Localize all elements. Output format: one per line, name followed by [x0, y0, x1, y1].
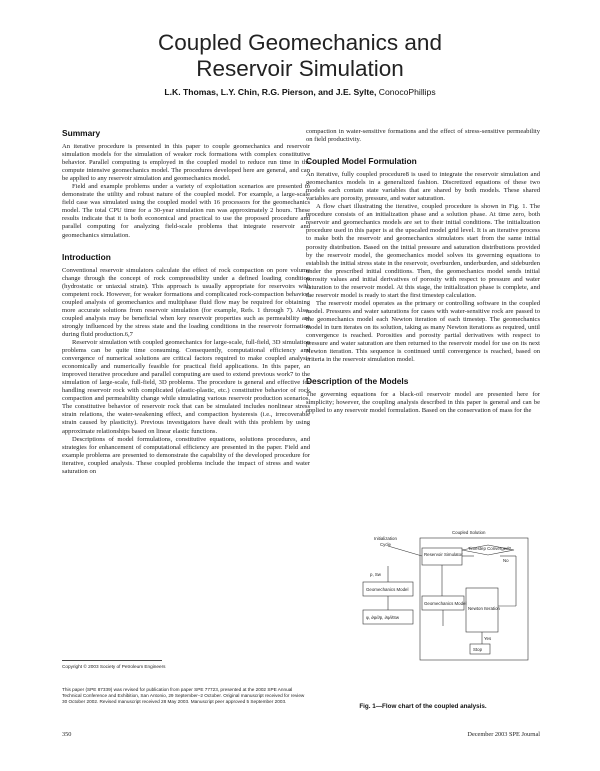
models-heading: Description of the Models [306, 376, 409, 387]
introduction-paragraph-2: Reservoir simulation with coupled geomechanics for large-scale, full-field, 3D simulation problems can be quite time consuming. Consequently, computational efficiency and convergence of numerical solutions are critical factors required to make coupled analysis economically and numerically feasible for practical field applications. In this paper, an improved iterative procedure and parallel computing are used to extend previous work7 to the simulation of large-scale, full-field, 3D problems. The procedure is general and effective for handling reservoir rock with complicated (elastic-plastic, etc.) constitutive behavior of rock compaction and permeability change while simulating various reservoir production scenarios. The constitutive behavior of reservoir rock that can be simulated includes nonlinear stress strain relations, the water-weakening effect, and compaction hysteresis (i.e., irrecoverable strain caused by plasticity). Previous investigators have dealt with this problem by using approximate relationships based on linear elastic functions. [62, 338, 310, 435]
fig-timestep-label: Timestep Converged? [468, 546, 512, 551]
models-paragraph-1: The governing equations for a black-oil reservoir model are presented here for simplicity; however, the coupling analysis described in this paper is general and can be applied to any reservoir model formulation. Based on the conservation of mass for the [306, 391, 540, 415]
fig-no-label: No [503, 558, 509, 563]
footnote-rule [62, 660, 162, 661]
title-line-2: Reservoir Simulation [196, 56, 404, 81]
fig-p-sw-label: p, Sw [370, 572, 381, 577]
page-number: 350 [62, 731, 72, 738]
author-names: L.K. Thomas, L.Y. Chin, R.G. Pierson, and J.E. Sylte, [164, 87, 377, 97]
paper-title [0, 30, 600, 82]
right-column [306, 128, 540, 415]
figure-caption: Fig. 1—Flow chart of the coupled analysis. [359, 703, 487, 710]
summary-paragraph-2: Field and example problems under a variety of exploitation scenarios are presented to demonstrate the utility and robust nature of the coupled model. For example, a large-scale field case was simulated using the coupled model with 16 processors for the geomechanics model. The total CPU time for a 30-year simulation run was approximately 2 hours. These results indicate that it is both economical and practical to use the proposed procedure and parallel computing for analyzing field-scale problems that integrate reservoir and geomechanics simulation. [62, 183, 310, 239]
fig-reservoir-label: Reservoir Simulator [424, 552, 463, 557]
coupled-paragraph-2: A flow chart illustrating the iterative, coupled procedure is shown in Fig. 1. The procedure consists of an initialization phase and a solution phase. At time zero, both reservoir and geomechanics models are set to their initial conditions. The initialization procedure used in this paper is at the upscaled model grid level. It is an iterative process to make both the reservoir and geomechanics simulators start from the same initial porosity distribution. Based on the initial pressure and saturation distributions provided by the reservoir model, the geomechanics model solves its governing equations to establish the initial stress state in the reservoir, overburden, underburden, and sideburden under the prescribed initial conditions. Then, the geomechanics model sends initial porosity values and initial derivatives of porosity with respect to pressure and water saturation to the reservoir model. At this stage, the initialization phase is complete, and the reservoir model is ready to start the first timestep calculation. [306, 203, 540, 299]
history-footnote: This paper (SPE 87339) was revised for publication from paper SPE 77723, presented at the 2002 SPE Annual Technical Conference and Exhibition, San Antonio, 29 September–2 October. Original manuscript received for review 30 October 2002. Revised manuscript received 28 May 2003. Manuscript peer approved 5 September 2003. [62, 687, 305, 704]
fig-cycle-label: Cycle [380, 542, 391, 547]
fig-newton-label: Newton Iteration [468, 606, 500, 611]
left-column [62, 128, 310, 476]
title-line-1: Coupled Geomechanics and [158, 30, 442, 55]
copyright-footnote: Copyright © 2003 Society of Petroleum Engineers [62, 664, 166, 669]
coupled-paragraph-1: An iterative, fully coupled procedure8 is used to integrate the reservoir simulation and geomechanics models in a generalized fashion. Discretized equations of these two models each contain state variables that are shared by both models. These shared variables are porosity, pressure, and water saturation. [306, 171, 540, 203]
author-line [0, 87, 600, 97]
introduction-paragraph-1: Conventional reservoir simulators calculate the effect of rock compaction on pore volume change through the concept of rock compressibility under a defined loading condition (hydrostatic or uniaxial strain). This approach is usually appropriate for reservoirs with competent rock. However, for weaker formations and complicated rock-compaction behavior, coupled analysis of geomechanics and multiphase fluid flow may be required for obtaining more accurate solutions from reservoir simulation (for example, Refs. 1 through 7). Also, coupled analysis may be beneficial when key reservoir properties such as permeability are strongly influenced by the stress state and the loading conditions in the reservoir formation during fluid production.6,7 [62, 266, 310, 338]
author-company: ConocoPhillips [378, 87, 436, 97]
flow-chart-figure [360, 526, 530, 676]
fig-stop-label: Stop [473, 647, 483, 652]
introduction-heading: Introduction [62, 251, 111, 262]
coupled-paragraph-3: The reservoir model operates as the primary or controlling software in the coupled model. Pressures and water saturations for cases with water-sensitive rock are passed to the geomechanics model each Newton iteration of each timestep. The geomechanics model in turn iterates on its solution, taking as many Newton iterations as required, until convergence is reached. Porosities and porosity partial derivatives with respect to pressure and water saturation are then returned to the reservoir model for use on its next Newton iteration. This sequence is continued until convergence is reached, based on criteria in the reservoir simulation model. [306, 299, 540, 364]
summary-heading: Summary [62, 128, 101, 138]
fig-phi-label: φ, ∂φ/∂p, ∂φ/∂Sw [366, 615, 400, 620]
fig-geomech-label: Geomechanics Model [366, 587, 409, 592]
fig-init-label: Initialization [374, 536, 397, 541]
introduction-paragraph-3: Descriptions of model formulations, constitutive equations, solutions procedures, and strategies for enhancement of computational efficiency are presented in the paper. Field and example problems are presented to demonstrate the capability of the developed procedure for iterative, coupled analysis. These coupled problems include the impact of stress and water saturation on [62, 435, 310, 475]
fig-geomech-inner-label: Geomechanics Model [424, 601, 467, 606]
flow-chart [360, 526, 530, 676]
coupled-heading: Coupled Model Formulation [306, 156, 417, 167]
summary-paragraph-1: An iterative procedure is presented in this paper to couple geomechanics and reservoir simulation models for the simulation of weaker rock formations with complex constitutive behavior. Parallel computing is employed in the coupled model to reduce run time in the compute intensive geomechanics model. The procedures developed here are general, and can be applied to any reservoir simulation and geomechanics model. [62, 143, 310, 183]
right-intro-paragraph: compaction in water-sensitive formations and the effect of stress-sensitive permeability on field productivity. [306, 128, 540, 144]
journal-footer: December 2003 SPE Journal [467, 731, 540, 738]
fig-title-label: Coupled Solution [452, 530, 486, 535]
fig-yes-label: Yes [484, 636, 492, 641]
